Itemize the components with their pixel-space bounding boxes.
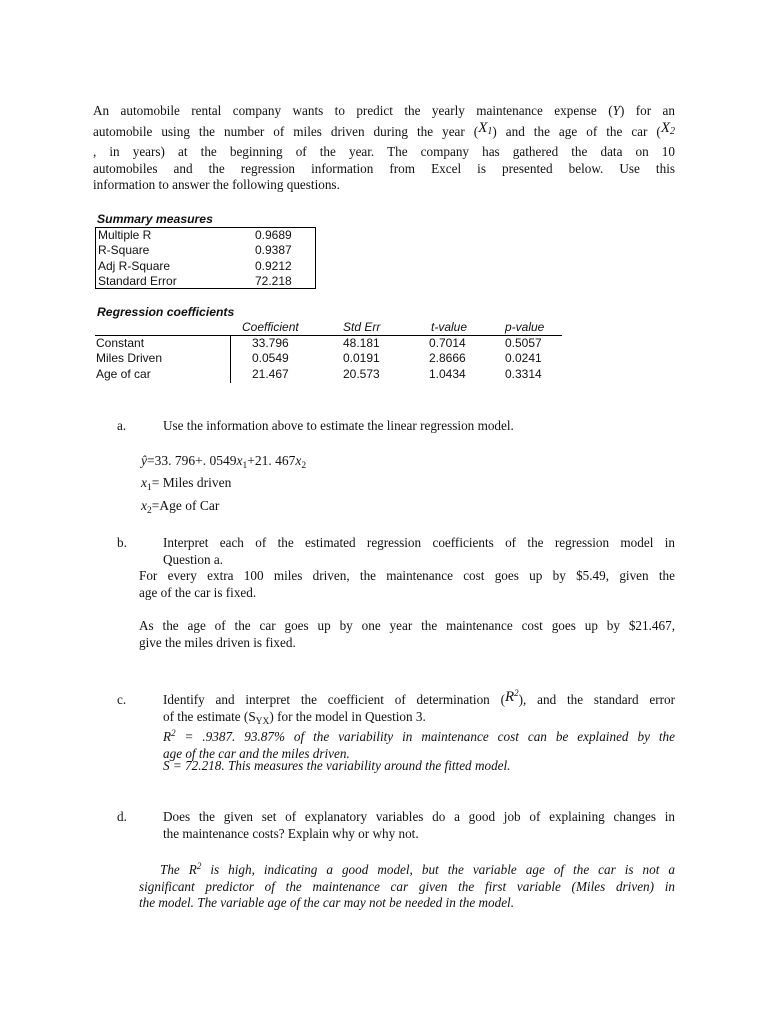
summary-title: Summary measures: [97, 212, 213, 226]
summary-table: [95, 227, 316, 289]
table-rule: [95, 335, 562, 336]
header-p-value: p-value: [505, 320, 545, 334]
question-text: Does the given set of explanatory variables do a good job of explaining changes in the maintenance costs? Explain why or why not.: [163, 809, 675, 841]
x1-variable: $X_1$: [478, 119, 493, 137]
intro-line-1: An automobile rental company wants to predict the yearly maintenance expense (Y) for an: [93, 103, 675, 118]
intro-paragraph: [93, 103, 675, 194]
summary-row: Adj R-Square 0.9212: [98, 259, 292, 273]
intro-line-4: automobiles and the regression information from Excel is presented below. Use this: [93, 160, 675, 176]
intro-line-5: information to answer the following questions.: [93, 177, 340, 192]
question-text: Use the information above to estimate the linear regression model.: [163, 418, 514, 433]
header-t-value: t-value: [431, 320, 468, 334]
question-label: d.: [117, 809, 127, 824]
summary-row: R-Square 0.9387: [98, 243, 292, 257]
header-coefficient: Coefficient: [242, 320, 299, 334]
x2-variable: $X_2$: [660, 119, 675, 137]
coefficients-title: Regression coefficients: [97, 305, 235, 319]
r-squared-symbol: $R^2$: [504, 688, 519, 705]
question-text: Identify and interpret the coefficient of determination $(R^2)$, and the standard error of the estimate $(S_{YX})$ for the model in Question 3.: [163, 688, 675, 727]
header-std-err: Std Err: [343, 320, 381, 334]
variable-definition-x2: $x_2=Age$ of Car: [141, 498, 220, 516]
answer-explanation: The $R^2$ is high, indicating a good model, but the variable age of the car is not a significant predictor of the maintenance car given the first variable (Miles driven) in the model. The variable age of the car may not be needed in the model.: [139, 861, 675, 910]
variable-definition-x1: $x_1=$ Miles driven: [141, 475, 232, 493]
question-label: c.: [117, 692, 127, 707]
question-text: Interpret each of the estimated regression coefficients of the regression model in Question a.: [163, 535, 675, 567]
answer-miles: For every extra 100 miles driven, the maintenance cost goes up by $5.49, given the age of the car is fixed.: [139, 568, 675, 600]
table-divider: [230, 335, 231, 383]
question-label: a.: [117, 418, 127, 433]
coefficients-table: Coefficient Std Err t-value p-value Constant 33.796 48.181 0.7014 0.5057 Miles Driven 0.0549 0.0191 2.8666 0.0241 Age of car 21.467 20.573 1.0434 0.3314: [95, 320, 565, 386]
summary-row: Standard Error 72.218: [98, 274, 292, 288]
summary-row: Multiple R 0.9689: [98, 228, 292, 242]
intro-line-2: automobile using the number of miles driven during the year $(X_1)$ and the age of the car ($X_2$: [93, 119, 675, 139]
answer-r-squared: $R^2 = .9387$. 93.87% of the variability in maintenance cost can be explained by the age of the car and the miles driven.: [163, 728, 675, 761]
answer-age: As the age of the car goes up by one year the maintenance cost goes up by $21.467, give the miles driven is fixed.: [139, 618, 675, 650]
answer-standard-error: S = 72.218. This measures the variability around the fitted model.: [163, 758, 511, 773]
regression-equation: ŷ=33. 796+. $0549x_1+21$. $467x_2$: [141, 453, 307, 471]
question-label: b.: [117, 535, 127, 550]
intro-line-3: , in years) at the beginning of the year. The company has gathered the data on 10: [93, 144, 675, 159]
